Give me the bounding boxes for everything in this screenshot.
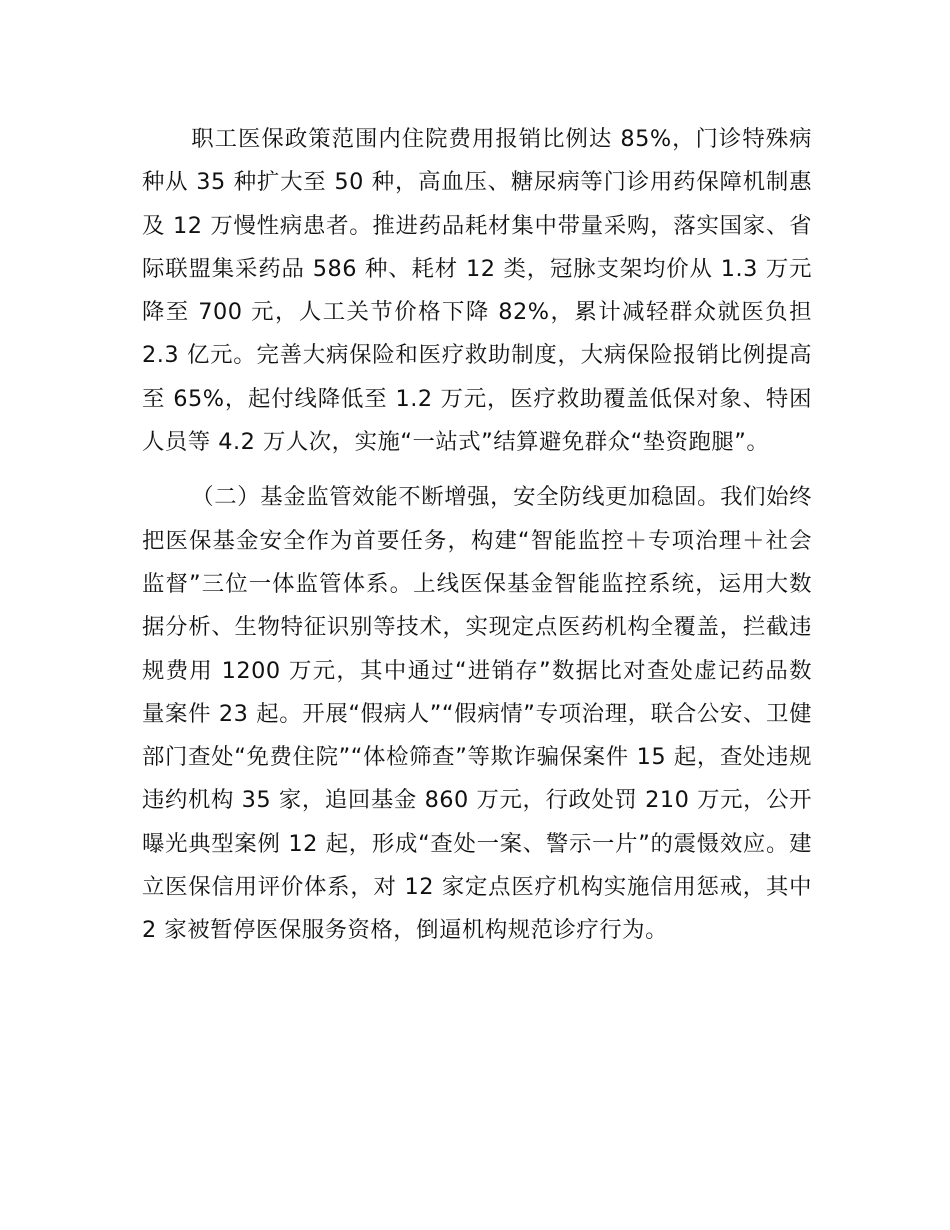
paragraph-medical-insurance-benefits: 职工医保政策范围内住院费用报销比例达 85%，门诊特殊病种从 35 种扩大至 50 种，高血压、糖尿病等门诊用药保障机制惠及 12 万慢性病患者。推进药品耗材集中带量采购，落实国家、省际联盟集采药品 586 种、耗材 12 类，冠脉支架均价从 1.3 万元降至 700 元，人工关节价格下降 82%，累计减轻群众就医负担 2.3 亿元。完善大病保险和医疗救助制度，大病保险报销比例提高至 65%，起付线降低至 1.2 万元，医疗救助覆盖低保对象、特困人员等 4.2 万人次，实施“一站式”结算避免群众“垫资跑腿”。 [142, 126, 812, 456]
document-body [142, 118, 812, 953]
paragraph-fund-supervision: （二）基金监管效能不断增强，安全防线更加稳固。我们始终把医保基金安全作为首要任务，构建“智能监控＋专项治理＋社会监督”三位一体监管体系。上线医保基金智能监控系统，运用大数据分析、生物特征识别等技术，实现定点医药机构全覆盖，拦截违规费用 1200 万元，其中通过“进销存”数据比对查处虚记药品数量案件 23 起。开展“假病人”“假病情”专项治理，联合公安、卫健部门查处“免费住院”“体检筛查”等欺诈骗保案件 15 起，查处违规违约机构 35 家，追回基金 860 万元，行政处罚 210 万元，公开曝光典型案例 12 起，形成“查处一案、警示一片”的震慑效应。建立医保信用评价体系，对 12 家定点医疗机构实施信用惩戒，其中 2 家被暂停医保服务资格，倒逼机构规范诊疗行为。 [142, 484, 812, 944]
